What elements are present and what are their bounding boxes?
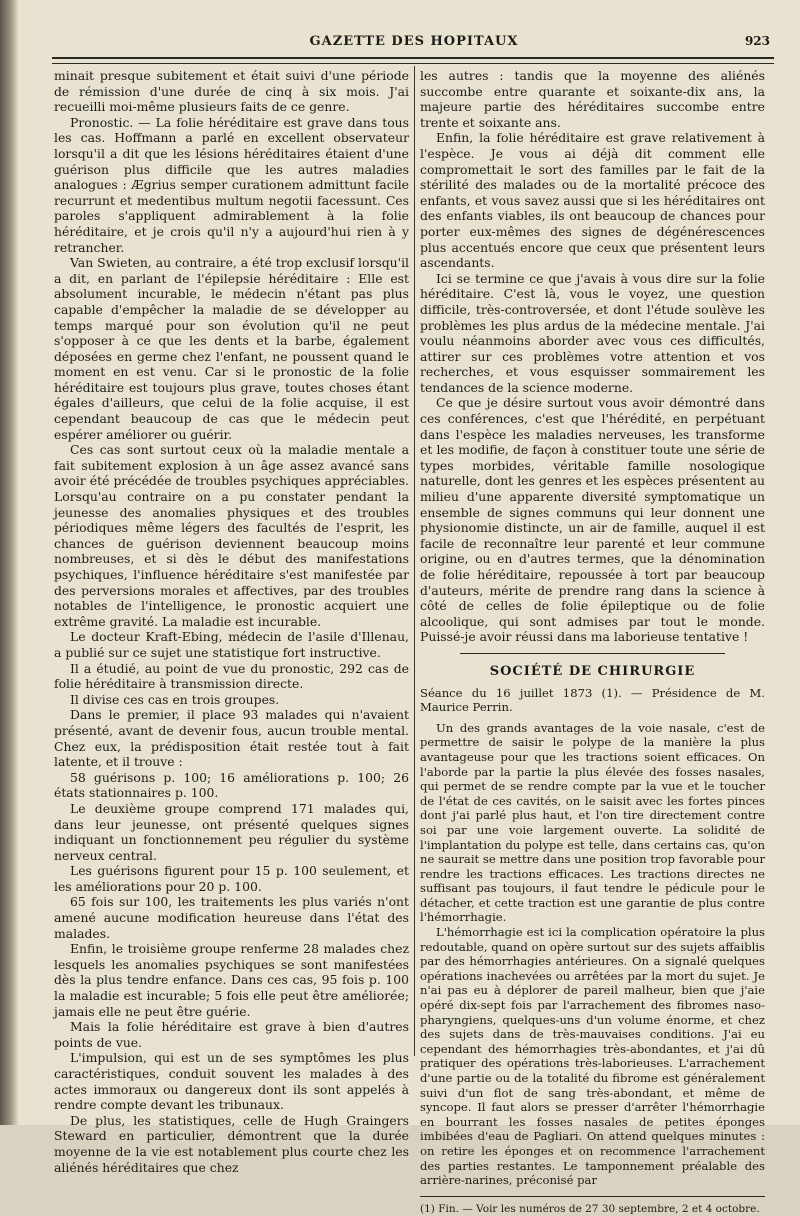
ornament-rule [460,653,725,654]
paragraph: Il divise ces cas en trois groupes. [70,691,280,707]
paragraph: Mais la folie héréditaire est grave à bien d'autres points de vue. [54,1019,409,1050]
column-divider [414,66,415,1056]
paragraph: Ici se termine ce que j'avais à vous dire sur la folie héréditaire. C'est là, vous le voyez, une question difficile, très-controversée, et dont l'étude soulève les problèmes les plus ardus de la médecine mentale. J'ai voulu néanmoins aborder avec vous ces difficultés, attirer sur ces problèmes votre attention et vos recherches, et vous esquisser sommairement les tendances de la science moderne. [420,270,765,395]
paragraph: De plus, les statistiques, celle de Hugh Graingers Steward en particulier, démontrent que la durée moyenne de la vie est notablement plus courte chez les aliénés héréditaires que chez [54,1112,409,1175]
paragraph: Les guérisons figurent pour 15 p. 100 seulement, et les améliorations pour 20 p. 100. [54,863,409,894]
paragraph: Il a étudié, au point de vue du pronostic, 292 cas de folie héréditaire à transmission directe. [54,660,409,692]
paragraph: Enfin, la folie héréditaire est grave relativement à l'espèce. Je vous ai déjà dit comment elle compromettait le sort des familles par le fait de la stérilité des malades ou de la mortalité précoce des enfants, et vous savez aussi que si les héréditaires ont des enfants viables, ils ont beaucoup de chances pour porter eux-mêmes des signes de dégénérescences plus accentués encore que ceux que présentent leurs ascendants. [420,130,765,271]
right-column [420,68,765,1216]
seance-line: Séance du 16 juillet 1873 (1). — Présidence de M. Maurice Perrin. [420,685,765,715]
footnote-rule [420,1196,765,1197]
page-header [58,34,770,56]
paragraph: Le deuxième groupe comprend 171 malades qui, dans leur jeunesse, ont présenté quelques signes indiquant un fonctionnement peu régulier du système nerveux central. [54,800,409,863]
paragraph: les autres : tandis que la moyenne des aliénés succombe entre quarante et soixante-dix ans, la majeure partie des héréditaires succombe entre trente et soixante ans. [420,68,765,130]
page-binding-edge [0,0,18,1125]
paragraph: 58 guérisons p. 100; 16 améliorations p. 100; 26 états stationnaires p. 100. [54,769,409,801]
paragraph: Le docteur Kraft-Ebing, médecin de l'asile d'Illenau, a publié sur ce sujet une statistique fort instructive. [54,629,409,660]
paragraph: Pronostic. — La folie héréditaire est grave dans tous les cas. Hoffmann a parlé en excellent observateur lorsqu'il a dit que les lésions héréditaires étaient d'une guérison plus difficile que les autres maladies analogues : Ægrius semper curationem admittunt facile recurrunt et medentibus multum negotii facessunt. Ces paroles s'appliquent admirablement à la folie héréditaire, et je crois qu'il n'y a aujourd'hui rien à y retrancher. [54,114,409,255]
paragraph: Ces cas sont surtout ceux où la maladie mentale a fait subitement explosion à un âge assez avancé sans avoir été précédée de troubles psychiques appréciables. Lorsqu'au contraire on a pu constater pendant la jeunesse des anomalies physiques et des troubles périodiques même légers des facultés de l'esprit, les chances de guérison deviennent beaucoup moins nombreuses, et si dès le début des manifestations psychiques, l'influence héréditaire s'est manifestée par des perversions morales et affectives, par des troubles notables de l'intelligence, le pronostic acquiert une extrême gravité. La maladie est incurable. [54,442,409,629]
left-column [54,68,409,1175]
paragraph: L'hémorrhagie est ici la complication opératoire la plus redoutable, quand on opère surtout sur des sujets affaiblis par des hémorrhagies antérieures. On a signalé quelques opérations inachevées ou arrêtées par la mort du sujet. Je n'ai pas eu à déplorer de pareil malheur, bien que j'aie opéré dix-sept fois par l'arrachement des fibromes naso-pharyngiens, quelques-uns d'un volume énorme, et chez des sujets dans de très-mauvaises conditions. J'ai eu cependant des hémorrhagies très-abondantes, et j'ai dû pratiquer des opérations très-laborieuses. L'arrachement d'une partie ou de la totalité du fibrome est généralement suivi d'un flot de sang très-abondant, et même de syncope. Il faut alors se presser d'arrêter l'hémorrhagie en bourrant les fosses nasales de petites éponges imbibées d'eau de Pagliari. On attend quelques minutes : on retire les éponges et on recommence l'arrachement des parties restantes. Le tamponnement préalable des arrière-narines, préconisé par [420,925,765,1188]
journal-title: GAZETTE DES HOPITAUX [309,34,519,49]
page-number: 923 [744,34,770,48]
header-rule [52,57,774,64]
paragraph: L'impulsion, qui est un de ses symptômes les plus caractéristiques, conduit souvent les malades à des actes immoraux ou dangereux dont ils sont appelés à rendre compte devant les tribunaux. [54,1050,409,1113]
paragraph: minait presque subitement et était suivi d'une période de rémission d'une durée de cinq à six mois. J'ai recueilli moi-même plusieurs faits de ce genre. [54,68,409,115]
paragraph: 65 fois sur 100, les traitements les plus variés n'ont amené aucune modification heureuse dans l'état des malades. [54,894,409,941]
paragraph: Enfin, le troisième groupe renferme 28 malades chez lesquels les anomalies psychiques se sont manifestées dès la plus tendre enfance. Dans ces cas, 95 fois p. 100 la maladie est incurable; 5 fois elle peut être améliorée; jamais elle ne peut être guérie. [54,941,409,1019]
section-title: SOCIÉTÉ DE CHIRURGIE [489,663,696,679]
paragraph: Van Swieten, au contraire, a été trop exclusif lorsqu'il a dit, en parlant de l'épilepsie héréditaire : Elle est absolument incurable, le médecin n'étant pas plus capable d'empêcher la maladie de se développer au temps marqué pour son évolution qu'il ne peut s'opposer à ce que les dents et la barbe, également déposées en germe chez l'enfant, ne poussent quand le moment en est venu. Car si le pronostic de la folie héréditaire est toujours plus grave, toutes choses étant égales d'ailleurs, que celui de la folie acquise, il est cependant beaucoup de cas que le médecin peut espérer améliorer ou guérir. [54,255,409,442]
paragraph: Un des grands avantages de la voie nasale, c'est de permettre de saisir le polype de la manière la plus avantageuse pour que les tractions soient efficaces. On l'aborde par la partie la plus élevée des fosses nasales, qui permet de se rendre compte par la vue et le toucher de l'état de ces cavités, on le saisit avec les fortes pinces dont j'ai parlé plus haut, et l'on tire directement contre soi par une voie largement ouverte. La solidité de l'implantation du polype est telle, dans certains cas, qu'on ne saurait se mettre dans une position trop favorable pour rendre les tractions efficaces. Les tractions directes ne suffisant pas toujours, il faut tendre le pédicule pour le détacher, et cette traction est une garantie de plus contre l'hémorrhagie. [420,720,765,925]
paragraph: Dans le premier, il place 93 malades qui n'avaient présenté, avant de devenir fous, aucun trouble mental. Chez eux, la prédisposition était restée tout à fait latente, et il trouve : [54,707,409,770]
paragraph: Ce que je désire surtout vous avoir démontré dans ces conférences, c'est que l'hérédité, en perpétuant dans l'espèce les maladies nerveuses, les transforme et les modifie, de façon à constituer toute une série de types morbides, véritable famille nosologique naturelle, dont les genres et les espèces présentent au milieu d'une apparente diversité symptomatique un ensemble de signes communs qui leur donnent une physionomie distincte, un air de famille, auquel il est facile de reconnaître leur parenté et leur commune origine, ou en d'autres termes, que la dénomination de folie héréditaire, repoussée à tort par beaucoup d'auteurs, mérite de prendre rang dans la science à côté de celles de folie épileptique ou de folie alcoolique, qui sont admises par tout le monde. Puissé-je avoir réussi dans ma laborieuse tentative ! [420,395,765,645]
footnote: (1) Fin. — Voir les numéros de 27 30 septembre, 2 et 4 octobre. [420,1202,760,1215]
